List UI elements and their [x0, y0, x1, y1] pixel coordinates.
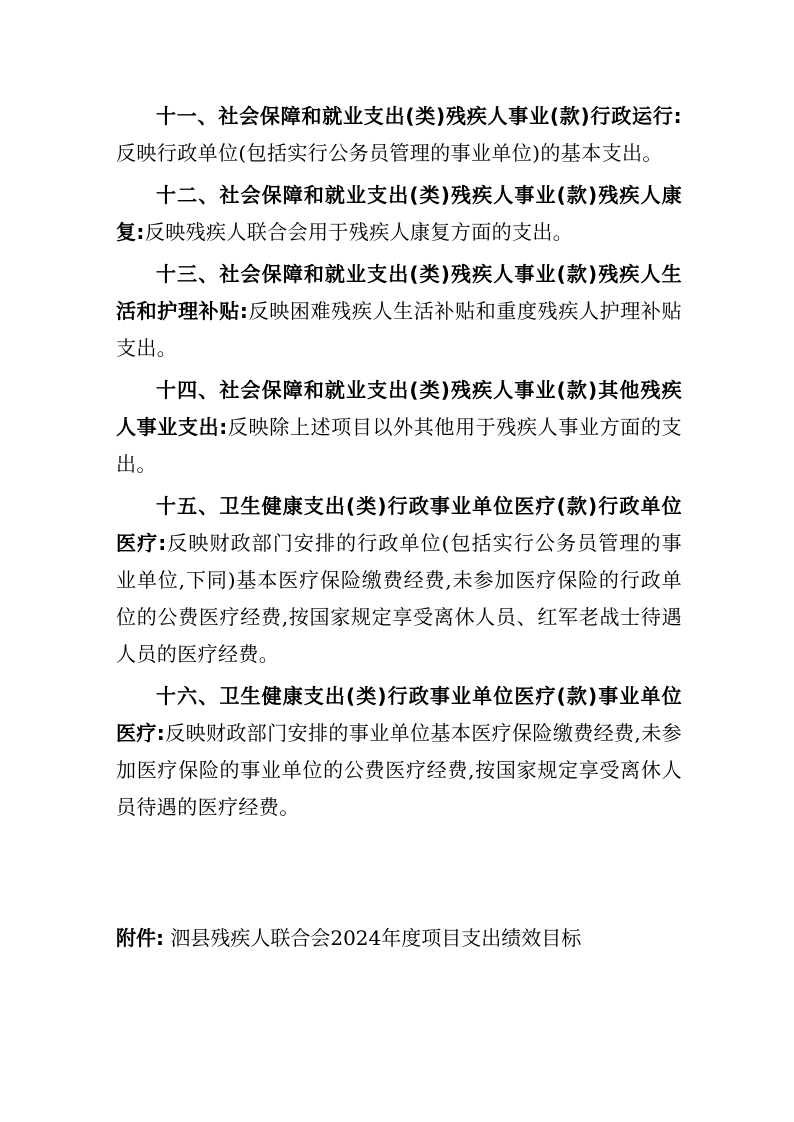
paragraph-heading: 十六、卫生健康支出(类)行政事业单位医疗(款)事业单位医疗:: [116, 684, 682, 745]
paragraph-heading: 十三、社会保障和就业支出(类)残疾人事业(款)残疾人生活和护理补贴:: [116, 262, 682, 323]
document-body: [116, 98, 682, 831]
paragraph-text: 反映困难残疾人生活补贴和重度残疾人护理补贴支出。: [116, 299, 682, 360]
paragraph-15: [116, 488, 682, 673]
paragraph-12: [116, 177, 682, 251]
paragraph-heading: 十四、社会保障和就业支出(类)残疾人事业(款)其他残疾人事业支出:: [116, 378, 682, 439]
attachment-line: [116, 920, 581, 957]
paragraph-text: 反映行政单位(包括实行公务员管理的事业单位)的基本支出。: [116, 141, 663, 165]
paragraph-text: 反映残疾人联合会用于残疾人康复方面的支出。: [144, 220, 574, 244]
attachment-title: 泗县残疾人联合会2024年度项目支出绩效目标: [170, 926, 582, 950]
paragraph-heading: 十一、社会保障和就业支出(类)残疾人事业(款)行政运行:: [156, 104, 682, 128]
paragraph-text: 反映除上述项目以外其他用于残疾人事业方面的支出。: [116, 415, 682, 476]
paragraph-text: 反映财政部门安排的事业单位基本医疗保险缴费经费,未参加医疗保险的事业单位的公费医疗经费,按国家规定享受离休人员待遇的医疗经费。: [116, 721, 682, 819]
paragraph-heading: 十二、社会保障和就业支出(类)残疾人事业(款)残疾人康复:: [116, 183, 682, 244]
paragraph-13: [116, 256, 682, 367]
paragraph-text: 反映财政部门安排的行政单位(包括实行公务员管理的事业单位,下同)基本医疗保险缴费经费,未参加医疗保险的行政单位的公费医疗经费,按国家规定享受离休人员、红军老战士待遇人员的医疗经费。: [116, 531, 682, 666]
paragraph-16: [116, 678, 682, 826]
attachment-label: 附件:: [116, 926, 164, 950]
paragraph-14: [116, 372, 682, 483]
paragraph-heading: 十五、卫生健康支出(类)行政事业单位医疗(款)行政单位医疗:: [116, 494, 682, 555]
paragraph-11: [116, 98, 682, 172]
